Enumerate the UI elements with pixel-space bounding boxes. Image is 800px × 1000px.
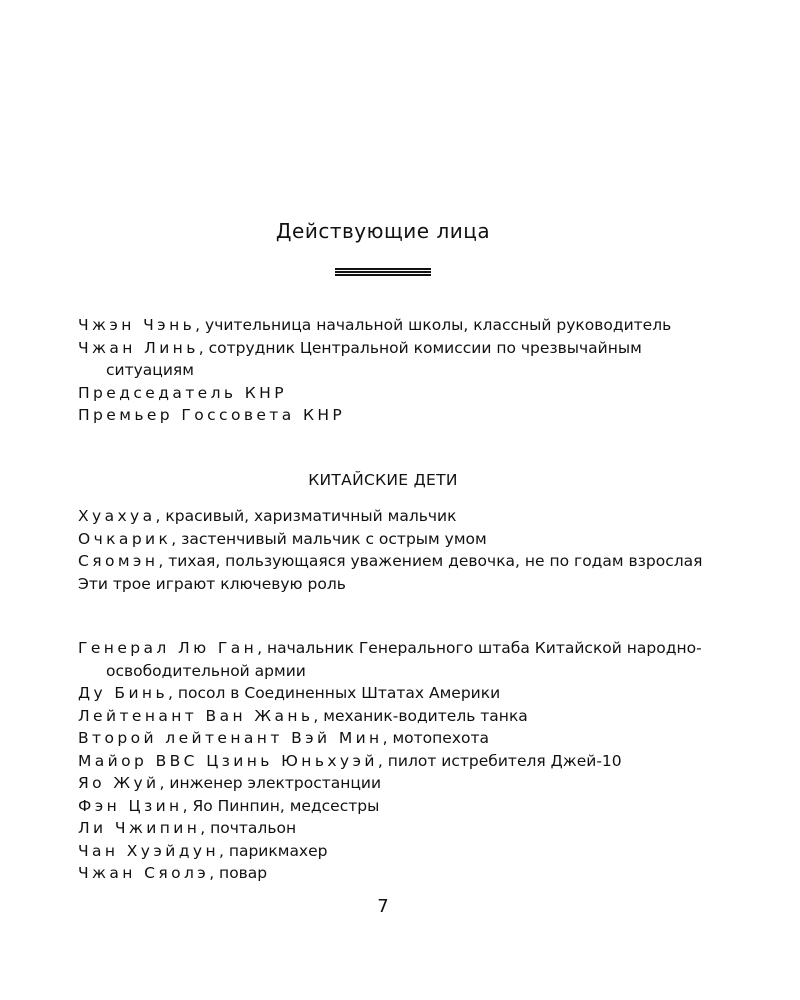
- cast-entry: [78, 528, 718, 551]
- character-name: Майор ВВС Цзинь Юньхуэй: [78, 751, 378, 770]
- decorative-rule: [335, 268, 431, 277]
- page-title: Действующие лица: [275, 219, 491, 243]
- cast-entry: [78, 382, 718, 405]
- cast-entry: [78, 682, 718, 705]
- character-name: Фэн Цзин: [78, 796, 183, 815]
- character-name: Ду Бинь: [78, 684, 168, 702]
- character-name: Председатель КНР: [78, 383, 287, 402]
- cast-entry: [78, 637, 718, 682]
- character-description: , учительница начальной школы, классный руководитель: [195, 316, 672, 334]
- cast-entry: [78, 505, 718, 528]
- character-description: , почтальон: [200, 819, 297, 837]
- character-description: , застенчивый мальчик с острым умом: [171, 529, 487, 548]
- character-description: , инженер электростанции: [159, 774, 382, 792]
- character-description: , Яо Пинпин, медсестры: [182, 796, 380, 815]
- cast-entry: [78, 337, 718, 382]
- character-description: , посол в Соединенных Штатах Америки: [168, 684, 501, 702]
- cast-entry: [78, 862, 718, 885]
- children-list: [78, 505, 718, 595]
- character-name: Очкарик: [78, 529, 172, 548]
- character-name: Сяомэн: [78, 552, 159, 570]
- character-name: Яо Жуй: [78, 774, 160, 792]
- cast-entry: [78, 817, 718, 840]
- cast-entry: [78, 404, 718, 427]
- character-description: , парикмахер: [218, 841, 328, 860]
- character-description: , механик-водитель танка: [313, 706, 528, 725]
- character-name: Чжэн Чэнь: [78, 316, 196, 334]
- character-name: Хуахуа: [78, 507, 156, 525]
- character-name: Ли Чжипин: [78, 819, 201, 837]
- character-description: , сотрудник Центральной комиссии по чрезвычайным ситуациям: [106, 338, 642, 379]
- character-name: Лейтенант Ван Жань: [78, 706, 314, 725]
- character-name: Второй лейтенант Вэй Мин: [78, 729, 383, 747]
- cast-entry: [78, 727, 718, 750]
- character-name: Генерал Лю Ган: [78, 639, 258, 657]
- cast-entry: [78, 550, 718, 573]
- adult-cast-list: [78, 637, 718, 885]
- cast-entry: [78, 750, 718, 773]
- page-number: 7: [377, 896, 389, 917]
- character-name: Чан Хуэйдун: [78, 841, 219, 860]
- character-description: , пилот истребителя Джей-10: [377, 751, 622, 770]
- section-heading: КИТАЙСКИЕ ДЕТИ: [308, 471, 458, 489]
- cast-entry: [78, 705, 718, 728]
- children-note: Эти трое играют ключевую роль: [78, 574, 346, 593]
- cast-entry: [78, 795, 718, 818]
- cast-entry: [78, 772, 718, 795]
- character-description: , тихая, пользующаяся уважением девочка, не по годам взрослая: [158, 552, 703, 570]
- main-cast-list: [78, 314, 718, 427]
- character-description: , красивый, харизматичный мальчик: [155, 507, 457, 525]
- character-name: Премьер Госсовета КНР: [78, 406, 346, 424]
- cast-entry: [78, 314, 718, 337]
- character-description: , начальник Генерального штаба Китайской народно-освободительной армии: [106, 639, 702, 680]
- cast-entry: [78, 840, 718, 863]
- character-description: , мотопехота: [382, 729, 490, 747]
- character-description: , повар: [209, 864, 268, 882]
- character-name: Чжан Сяолэ: [78, 864, 210, 882]
- character-name: Чжан Линь: [78, 338, 199, 357]
